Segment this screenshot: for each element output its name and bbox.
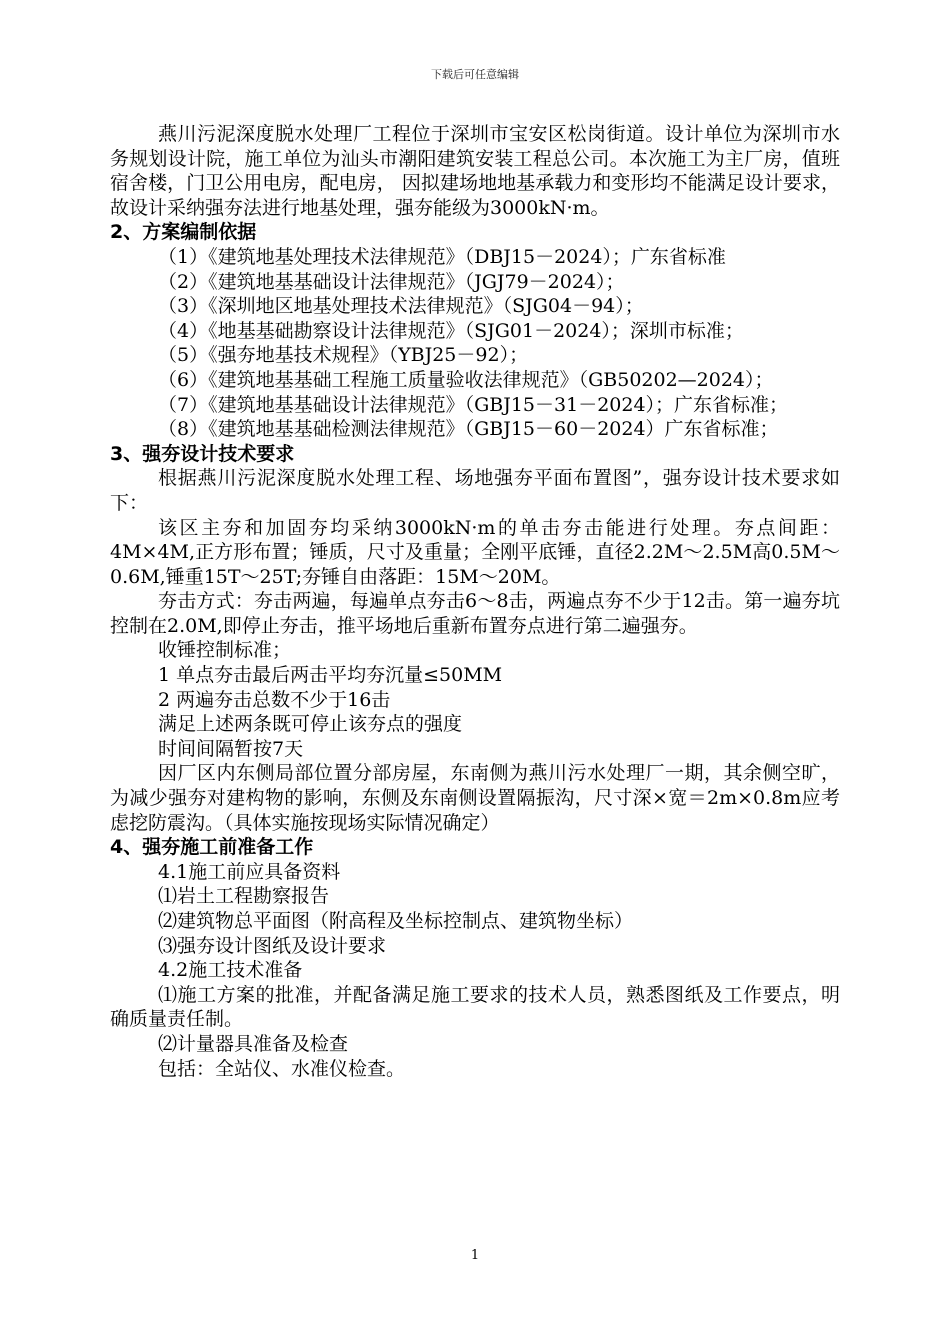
req-stop-1: 1 单点夯击最后两击平均夯沉量≤50MM — [158, 664, 503, 687]
basis-item-5: （5）《强夯地基技术规程》（YBJ25－92）； — [158, 344, 529, 367]
req-interval: 时间间隔暂按7天 — [158, 737, 304, 760]
req-intro: 根据燕川污泥深度脱水处理工程、场地强夯平面布置图”，强夯设计技术要求如下： — [110, 467, 840, 514]
req-energy: 该区主夯和加固夯均采纳3000kN·m的单击夯击能进行处理。夯点间距：4M×4M,正方形布置；锤质，尺寸及重量；全刚平底锤，直径2.2M～2.5M高0.5M～0.6M,锤重15T～25T;夯锤自由落距：15M～20M。 — [110, 516, 840, 588]
page-header: 下载后可任意编辑 — [431, 68, 519, 81]
req-method: 夯击方式：夯击两遍，每遍单点夯击6～8击，两遍点夯不少于12击。第一遍夯坑控制在2.0M,即停止夯击，推平场地后重新布置夯点进行第二遍强夯。 — [110, 590, 840, 637]
prep-4-2-2: ⑵计量器具准备及检查 — [158, 1032, 349, 1055]
req-stop-2: 2 两遍夯击总数不少于16击 — [158, 688, 391, 711]
section-heading-3: 3、强夯设计技术要求 — [110, 442, 295, 465]
basis-item-7: （7）《建筑地基基础设计法律规范》（GBJ15－31－2024）；广东省标准； — [158, 393, 789, 416]
basis-item-2: （2）《建筑地基基础设计法律规范》（JGJ79－2024）； — [158, 270, 625, 293]
basis-item-6: （6）《建筑地基基础工程施工质量验收法律规范》（GB50202—2024）； — [158, 368, 774, 391]
basis-item-8: （8）《建筑地基基础检测法律规范》（GBJ15－60－2024）广东省标准； — [158, 418, 779, 441]
req-trench: 因厂区内东侧局部位置分部房屋，东南侧为燕川污水处理厂一期，其余侧空旷，为减少强夯对建构物的影响，东侧及东南侧设置隔振沟，尺寸深×宽＝2m×0.8m应考虑挖防震沟。（具体实施按现场实际情况确定） — [110, 762, 840, 834]
prep-4-1: 4.1施工前应具备资料 — [158, 860, 341, 883]
basis-item-4: （4）《地基基础勘察设计法律规范》（SJG01－2024）；深圳市标准； — [158, 319, 744, 342]
page-number: 1 — [470, 1248, 480, 1263]
intro-paragraph: 燕川污泥深度脱水处理厂工程位于深圳市宝安区松岗街道。设计单位为深圳市水务规划设计院，施工单位为汕头市潮阳建筑安装工程总公司。本次施工为主厂房，值班宿舍楼，门卫公用电房，配电房， 因拟建场地地基承载力和变形均不能满足设计要求，故设计采纳强夯法进行地基处理，强夯能级为3000kN·m。 — [110, 123, 840, 219]
basis-item-1: （1）《建筑地基处理技术法律规范》（DBJ15－2024）；广东省标准 — [158, 245, 726, 268]
document-body — [110, 122, 840, 1081]
section-heading-4: 4、强夯施工前准备工作 — [110, 836, 314, 859]
prep-4-2-3: 包括：全站仪、水准仪检查。 — [158, 1057, 406, 1080]
req-stop-3: 满足上述两条既可停止该夯点的强度 — [158, 713, 463, 736]
prep-4-2-1: ⑴施工方案的批准，并配备满足施工要求的技术人员，熟悉图纸及工作要点，明确质量责任制。 — [110, 983, 840, 1031]
prep-4-2: 4.2施工技术准备 — [158, 959, 303, 982]
basis-item-3: （3）《深圳地区地基处理技术法律规范》（SJG04－94）； — [158, 295, 644, 318]
prep-4-1-2: ⑵建筑物总平面图（附高程及坐标控制点、建筑物坐标） — [158, 910, 634, 932]
prep-4-1-3: ⑶强夯设计图纸及设计要求 — [158, 934, 387, 957]
req-stop-standard: 收锤控制标准； — [158, 639, 292, 662]
section-heading-2: 2、方案编制依据 — [110, 221, 257, 244]
prep-4-1-1: ⑴岩土工程勘察报告 — [158, 885, 330, 908]
